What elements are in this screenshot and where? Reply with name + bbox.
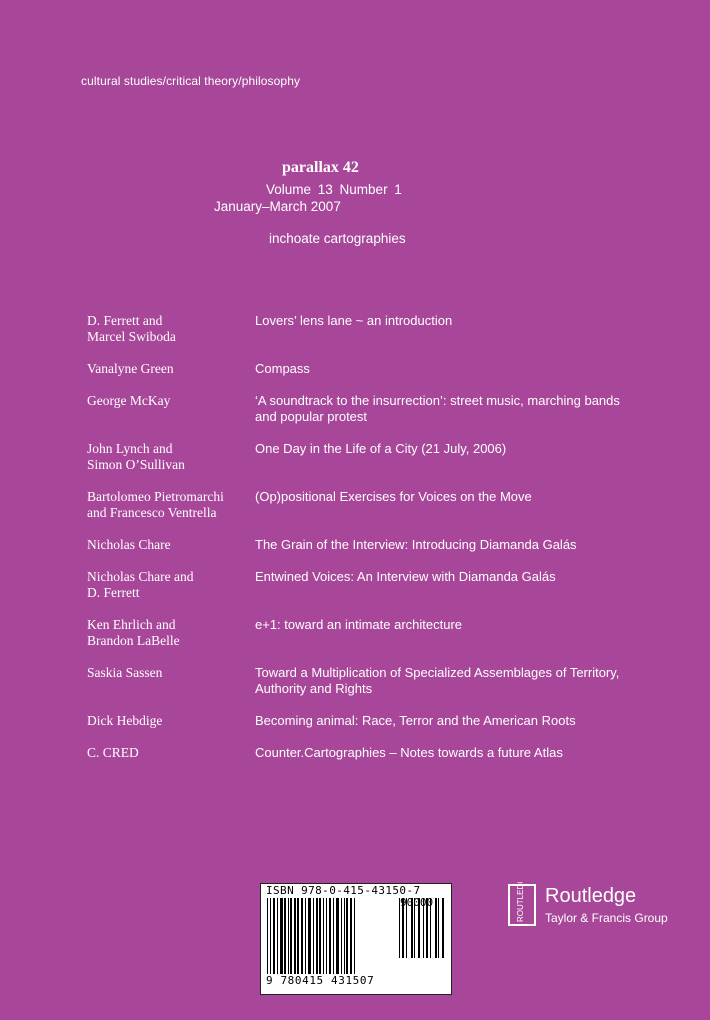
toc-author: Nicholas Chare and D. Ferrett: [87, 569, 194, 600]
toc-article: Lovers’ lens lane ~ an introduction: [255, 313, 453, 328]
isbn-number: ISBN 978-0-415-43150-7: [266, 884, 421, 897]
issue-theme: inchoate cartographies: [269, 231, 406, 246]
issue-date: January–March 2007: [214, 199, 341, 214]
svg-text:ROUTLEDGE: ROUTLEDGE: [516, 882, 525, 922]
toc-article: One Day in the Life of a City (21 July, 2006): [255, 441, 507, 456]
price-code: 90000: [400, 896, 434, 909]
toc-author: D. Ferrett and Marcel Swiboda: [87, 313, 176, 344]
toc-author: Dick Hebdige: [87, 713, 163, 728]
ean-digits: 9 780415 431507: [266, 974, 375, 987]
toc-article: Compass: [255, 361, 310, 376]
toc-author: George McKay: [87, 393, 171, 408]
toc-article: The Grain of the Interview: Introducing Diamanda Galás: [255, 537, 577, 552]
toc-article: Entwined Voices: An Interview with Diamanda Galás: [255, 569, 556, 584]
toc-article: Toward a Multiplication of Specialized Assemblages of Territory, Authority and Rights: [255, 665, 620, 696]
toc-article: ‘A soundtrack to the insurrection’: street music, marching bands and popular protest: [255, 393, 620, 424]
toc-author: Saskia Sassen: [87, 665, 163, 680]
toc-article: Counter.Cartographies – Notes towards a future Atlas: [255, 745, 563, 760]
publisher-group: Taylor & Francis Group: [545, 911, 668, 925]
journal-title: parallax 42: [282, 159, 359, 176]
toc-article: e+1: toward an intimate architecture: [255, 617, 463, 632]
toc-author: Vanalyne Green: [87, 361, 174, 376]
toc-author: Nicholas Chare: [87, 537, 171, 552]
toc-article: (Op)positional Exercises for Voices on the Move: [255, 489, 532, 504]
toc-author: C. CRED: [87, 745, 139, 760]
toc-author: Bartolomeo Pietromarchi and Francesco Ventrella: [87, 489, 224, 520]
subject-line: cultural studies/critical theory/philosophy: [81, 74, 301, 88]
routledge-logo-icon: [507, 882, 537, 933]
toc-author: Ken Ehrlich and Brandon LaBelle: [87, 617, 180, 648]
publisher-name: Routledge: [545, 885, 637, 907]
toc-author: John Lynch and Simon O’Sullivan: [87, 441, 185, 472]
toc-article: Becoming animal: Race, Terror and the American Roots: [255, 713, 576, 728]
volume-number: Volume 13 Number 1: [266, 182, 402, 197]
